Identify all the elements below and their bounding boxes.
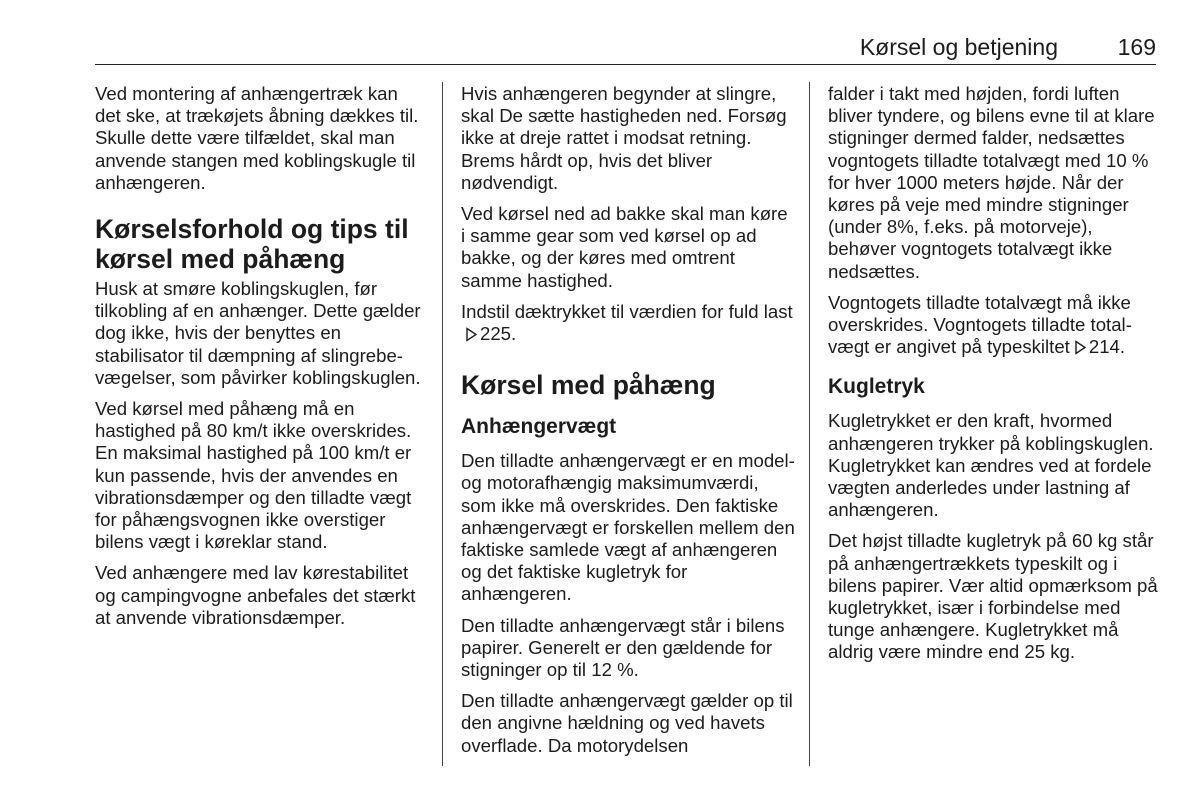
- header-rule: [95, 64, 1156, 65]
- total-weight-text: Vogntogets tilladte totalvægt må ikke overskrides. Vogntogets tilladte totalvægt er angivet på typeskiltet: [828, 291, 1132, 358]
- intro-paragraph: Ved montering af anhængertræk kan det ske, at trækøjets åbning dækkes til. Skulle dette være tilfældet, skal man anvende stangen med koblingskugle til anhængeren.: [95, 83, 419, 193]
- section-heading-driving-tips: Kørselsforhold og tips til kørsel med påhæng: [95, 214, 409, 275]
- paragraph: Den tilladte anhængervægt gælder op til den angivne hældning og ved havets overflade. Da motorydelsen: [461, 690, 793, 756]
- tire-pressure-text: Indstil dæktrykket til værdien for fuld last: [461, 300, 793, 322]
- page-reference-icon: [465, 325, 478, 347]
- paragraph: Husk at smøre koblingskuglen, før tilkobling af en anhænger. Dette gælder dog ikke, hvis der benyttes en stabilisator til dæmpning af slingrebevægelser, som påvirker koblingskuglen.: [95, 278, 421, 388]
- paragraph: Ved kørsel med påhæng må en hastighed på 80 km/t ikke overskrides. En maksimal hastighed på 100 km/t er kun passende, hvis der anvendes en vibrationsdæmper og den tilladte vægt for påhængsvognen ikke overstiger bilens vægt i køreklar stand.: [95, 398, 412, 553]
- subheading-ball-pressure: Kugletryk: [828, 375, 925, 399]
- column-1: [95, 83, 427, 638]
- paragraph: Den tilladte anhængervægt står i bilens papirer. Generelt er den gældende for stigninger op til 12 %.: [461, 614, 785, 681]
- page-reference-icon: [1074, 338, 1087, 360]
- column-2: [461, 83, 796, 766]
- section-heading-trailer-driving: Kørsel med påhæng: [461, 370, 716, 401]
- paragraph: Det højst tilladte kugletryk på 60 kg står på anhængertrækkets typeskilt og i bilens papirer. Vær altid opmærksom på kugletrykket, især i forbindelse med tunge anhængere. Kugletrykket må aldrig være mindre end 25 kg.: [828, 530, 1158, 663]
- total-weight-paragraph: [828, 292, 1158, 361]
- paragraph: Ved anhængere med lav kørestabilitet og campingvogne anbefales det stærkt at anvende vibrationsdæmper.: [95, 562, 416, 628]
- subheading-trailer-weight: Anhængervægt: [461, 415, 617, 439]
- paragraph: Kugletrykket er den kraft, hvormed anhængeren trykker på koblingskuglen. Kugletrykket kan ændres ved at fordele vægten anderledes under lastning af anhængeren.: [828, 410, 1154, 521]
- column-divider-1: [442, 82, 443, 766]
- page-number: 169: [1117, 34, 1156, 60]
- paragraph: Den tilladte anhængervægt er en model- og motorafhængig maksimumværdi, som ikke må overskrides. Den faktiske anhængervægt er forskellen mellem den faktiske samlede vægt af anhængeren og det faktiske kugletryk for anhængeren.: [461, 450, 795, 605]
- paragraph: Hvis anhængeren begynder at slingre, skal De sætte hastigheden ned. Forsøg ikke at dreje rattet i modsat retning. Brems hårdt op, hvis det bliver nødvendigt.: [461, 83, 787, 193]
- column-3: [828, 83, 1158, 673]
- tire-pressure-paragraph: [461, 301, 796, 347]
- section-title: Kørsel og betjening: [859, 34, 1058, 60]
- paragraph: Ved kørsel ned ad bakke skal man køre i samme gear som ved kørsel op ad bakke, og der køres med omtrent samme hastighed.: [461, 203, 788, 291]
- page-reference-link[interactable]: 214.: [1088, 336, 1126, 358]
- continuation-paragraph: falder i takt med højden, fordi luften bliver tyndere, og bilens evne til at klare stigninger dermed falder, nedsættes vogntogets tilladte totalvægt med 10 % for hver 1000 meters højde. Når der køres på veje med mindre stigninger (under 8%, f.eks. på motorveje), behøver vogntogets totalvægt ikke nedsættes.: [828, 83, 1155, 282]
- page-reference-link[interactable]: 225.: [480, 323, 517, 345]
- column-divider-2: [809, 82, 810, 766]
